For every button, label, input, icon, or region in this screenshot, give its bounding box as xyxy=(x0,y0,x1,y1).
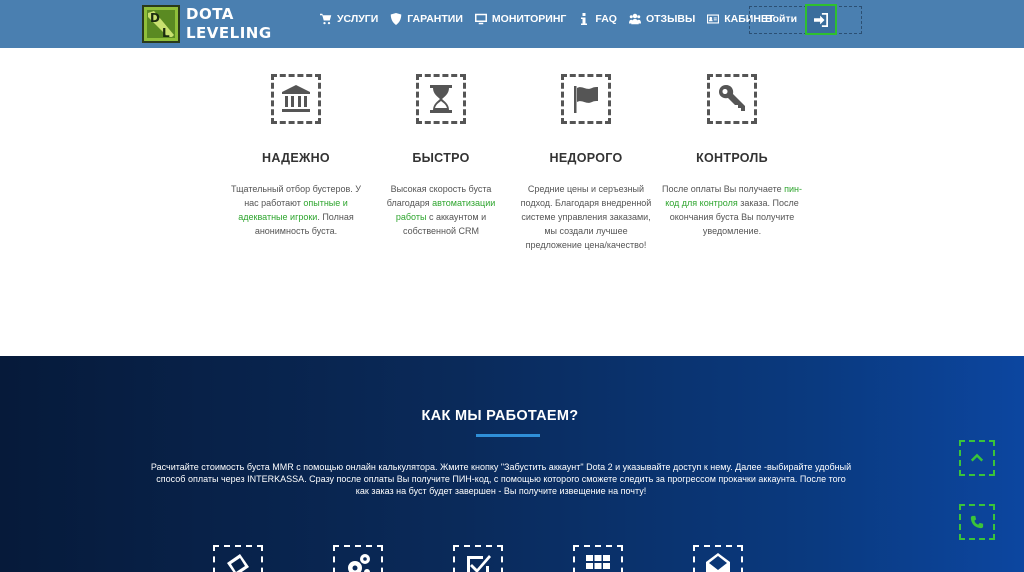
feature-text-part: Тщательный отбор бустеров. У нас работают xyxy=(231,184,361,208)
feature-icon-frame xyxy=(561,74,611,124)
main-nav xyxy=(320,10,774,28)
call-button[interactable] xyxy=(959,504,995,540)
svg-text:D: D xyxy=(150,11,160,25)
nav-label: ГАРАНТИИ xyxy=(407,13,463,25)
info-icon xyxy=(578,13,590,25)
phone-icon xyxy=(970,515,984,529)
title-underline xyxy=(476,434,540,437)
logo[interactable] xyxy=(142,5,272,43)
feature-text xyxy=(371,182,511,238)
feature-text-part: После оплаты Вы получаете xyxy=(662,184,785,194)
shield-icon xyxy=(390,13,402,25)
feature-text xyxy=(226,182,366,238)
feature-text-part: заказа. После окончания буста Вы получите уведомление. xyxy=(669,198,799,236)
nav-item-faq[interactable] xyxy=(578,10,617,28)
step-4 xyxy=(573,545,623,572)
bank-icon xyxy=(280,83,312,115)
feature-icon-frame xyxy=(271,74,321,124)
chevron-up-icon xyxy=(970,451,984,465)
feature-text-highlight[interactable]: автоматизации работы xyxy=(395,198,496,222)
users-icon xyxy=(629,13,641,25)
site-header xyxy=(0,0,1024,48)
key-icon xyxy=(716,83,748,115)
checkbox-icon xyxy=(464,551,492,572)
hourglass-icon xyxy=(425,83,457,115)
nav-label: КАБИНЕТ xyxy=(724,13,775,25)
section-description: Расчитайте стоимость буста MMR с помощью онлайн калькулятора. Жмите кнопку "Забустить аккаунт" Dota 2 и указывайте доступ к нему. Далее -выбирайте удобный способ оплаты через INTERKASSA. Сразу после оплаты Вы получите ПИН-код, с помощью которого сможете следить за прогрессом прокачки аккаунта. После того как заказ на буст будет завершен - Вы получите извещение на почту! xyxy=(150,462,852,496)
feature-text-part: с аккаунтом и собственной CRM xyxy=(403,212,487,236)
feature-text xyxy=(516,182,656,252)
monitor-icon xyxy=(475,13,487,25)
logo-text xyxy=(186,5,272,43)
envelope-icon xyxy=(704,551,732,572)
feature-text-part: . Полная анонимность буста. xyxy=(254,212,354,236)
feature-text-highlight[interactable]: опытные и адекватные игроки xyxy=(238,198,348,222)
gears-icon xyxy=(344,551,372,572)
step-3 xyxy=(453,545,503,572)
nav-label: FAQ xyxy=(595,13,617,25)
nav-item-services[interactable] xyxy=(320,10,378,28)
svg-text:L: L xyxy=(162,26,170,40)
section-title: КАК МЫ РАБОТАЕМ? xyxy=(421,408,579,424)
nav-item-guarantees[interactable] xyxy=(390,10,463,28)
ticket-icon xyxy=(224,551,252,572)
nav-item-reviews[interactable] xyxy=(629,10,695,28)
feature-text-part: Средние цены и серъезный подход. Благодаря внедренной системе управления заказами, мы создали лучшее предложение цена/качество! xyxy=(520,184,652,250)
nav-label: УСЛУГИ xyxy=(337,13,379,25)
logo-line-2: LEVELING xyxy=(186,24,272,42)
cart-icon xyxy=(320,13,332,25)
nav-item-monitoring[interactable] xyxy=(475,10,566,28)
feature-text-highlight[interactable]: пин-код для контроля xyxy=(665,184,802,208)
login-icon-button[interactable] xyxy=(805,4,837,35)
logo-line-1: DOTA xyxy=(186,5,234,23)
feature-title: НАДЕЖНО xyxy=(262,151,330,165)
how-we-work-section xyxy=(0,356,1024,572)
logo-mark-icon xyxy=(142,5,180,43)
flag-icon xyxy=(570,83,602,115)
feature-icon-frame xyxy=(416,74,466,124)
step-2 xyxy=(333,545,383,572)
id-card-icon xyxy=(707,13,719,25)
step-5 xyxy=(693,545,743,572)
login-button[interactable]: Войти xyxy=(765,13,798,25)
grid-icon xyxy=(584,551,612,572)
feature-icon-frame xyxy=(707,74,757,124)
feature-title: БЫСТРО xyxy=(412,151,470,165)
nav-label: ОТЗЫВЫ xyxy=(645,13,696,25)
scroll-top-button[interactable] xyxy=(959,440,995,476)
nav-label: МОНИТОРИНГ xyxy=(491,13,567,25)
feature-text xyxy=(662,182,802,238)
sign-in-icon xyxy=(814,13,828,27)
step-1 xyxy=(213,545,263,572)
feature-title: НЕДОРОГО xyxy=(549,151,623,165)
feature-text-part: Высокая скорость буста благодаря xyxy=(386,184,492,208)
feature-title: КОНТРОЛЬ xyxy=(696,151,768,165)
